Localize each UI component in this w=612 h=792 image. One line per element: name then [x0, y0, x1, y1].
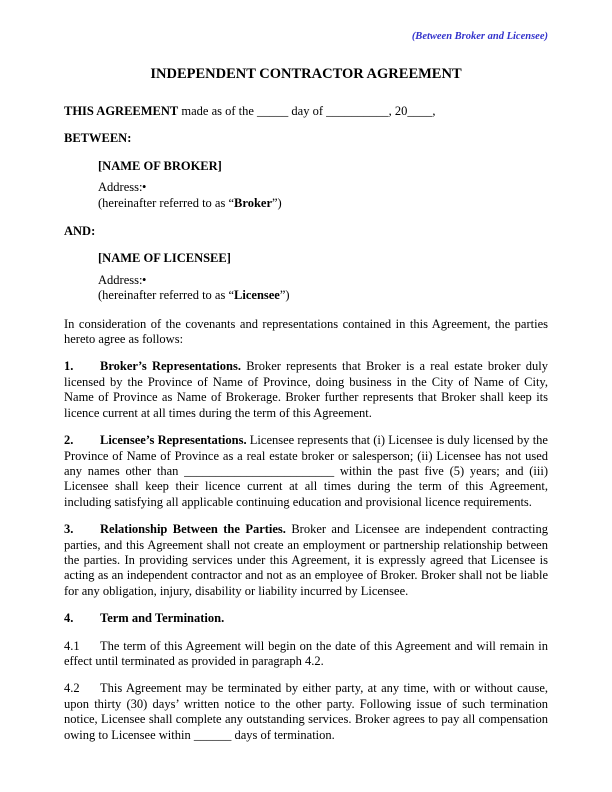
section-3-body: Broker and Licensee are independent contracting parties, and this Agreement shall not create an employment or partnership relationship between the parties. In providing services under this Agreement, it is expressly agreed that Licensee is acting as an independent contractor and not as an employee of Broker. Broker shall not be liable for any obligation, injury, disability or liability incurred by Licensee. — [64, 522, 548, 598]
licensee-hereinafter-name: Licensee — [234, 288, 280, 303]
section-4-1-paragraph — [64, 639, 548, 670]
broker-address-label: Address: — [98, 180, 143, 195]
section-3-title: Relationship Between the Parties. — [100, 522, 286, 537]
section-4-heading — [64, 611, 548, 626]
licensee-address-line — [98, 273, 548, 288]
section-1-number: 1. — [64, 359, 74, 374]
licensee-address-bullet: • — [142, 272, 147, 287]
agreement-date-rest: made as of the _____ day of __________, 20____, — [178, 104, 436, 118]
section-4-1-number: 4.1 — [64, 638, 80, 653]
licensee-hereinafter-suffix: ”) — [279, 288, 290, 303]
section-4-2-number: 4.2 — [64, 681, 80, 696]
agreement-date-lead: THIS AGREEMENT — [64, 104, 179, 118]
between-label: BETWEEN: — [64, 131, 132, 146]
section-2-title: Licensee’s Representations. — [100, 433, 247, 448]
broker-party-block — [98, 159, 548, 211]
and-label: AND: — [64, 224, 96, 239]
broker-hereinafter-name: Broker — [234, 195, 272, 210]
broker-address-line — [98, 180, 548, 195]
section-2-paragraph — [64, 433, 548, 510]
licensee-address-label: Address: — [98, 272, 143, 287]
section-1-body: Broker represents that Broker is a real estate broker duly licensed by the Province of Name of Province, doing business in the City of Name of City, Name of Province as Name of Brokerage. Broker further represents that Broker shall keep its licence current at all times during the term of this Agreement. — [64, 359, 548, 420]
licensee-party-block — [98, 251, 548, 303]
broker-hereinafter-prefix: (hereinafter referred to as “ — [98, 195, 235, 210]
broker-address-bullet: • — [142, 180, 147, 195]
broker-hereinafter-line — [98, 196, 548, 211]
broker-hereinafter-suffix: ”) — [272, 195, 282, 210]
licensee-hereinafter-prefix: (hereinafter referred to as “ — [98, 288, 235, 303]
agreement-date-line — [64, 104, 548, 119]
broker-name-placeholder: [NAME OF BROKER] — [98, 158, 222, 173]
section-4-1-body: The term of this Agreement will begin on the date of this Agreement and will remain in effect until terminated as provided in paragraph 4.2. — [64, 638, 548, 668]
section-1-title: Broker’s Representations. — [100, 359, 241, 374]
section-4-number: 4. — [64, 611, 74, 626]
section-2-body: Licensee represents that (i) Licensee is duly licensed by the Province of Name of Province as a real estate broker or salesperson; (ii) Licensee has not used any names other than ________________________ within the past five (5) years; and (iii) Licensee shall keep their licence current at all times during the term of this Agreement, including satisfying all applicable continuing education and provisional licence requirements. — [64, 433, 548, 509]
section-4-title: Term and Termination. — [100, 611, 225, 626]
document-title: INDEPENDENT CONTRACTOR AGREEMENT — [150, 66, 462, 82]
licensee-hereinafter-line — [98, 288, 548, 303]
section-4-2-body: This Agreement may be terminated by either party, at any time, with or without cause, upon thirty (30) days’ written notice to the other party. Following issue of such termination notice, Licensee shall complete any outstanding services. Broker agrees to pay all compensation owing to Licensee within ______ days of termination. — [64, 681, 548, 742]
licensee-name-placeholder: [NAME OF LICENSEE] — [98, 251, 231, 266]
section-4-2-paragraph — [64, 681, 548, 743]
section-3-paragraph — [64, 522, 548, 599]
section-1-paragraph — [64, 359, 548, 421]
consideration-clause: In consideration of the covenants and representations contained in this Agreement, the parties hereto agree as follows: — [64, 316, 548, 347]
section-2-number: 2. — [64, 433, 74, 448]
header-note: (Between Broker and Licensee) — [411, 31, 548, 42]
section-3-number: 3. — [64, 522, 74, 537]
